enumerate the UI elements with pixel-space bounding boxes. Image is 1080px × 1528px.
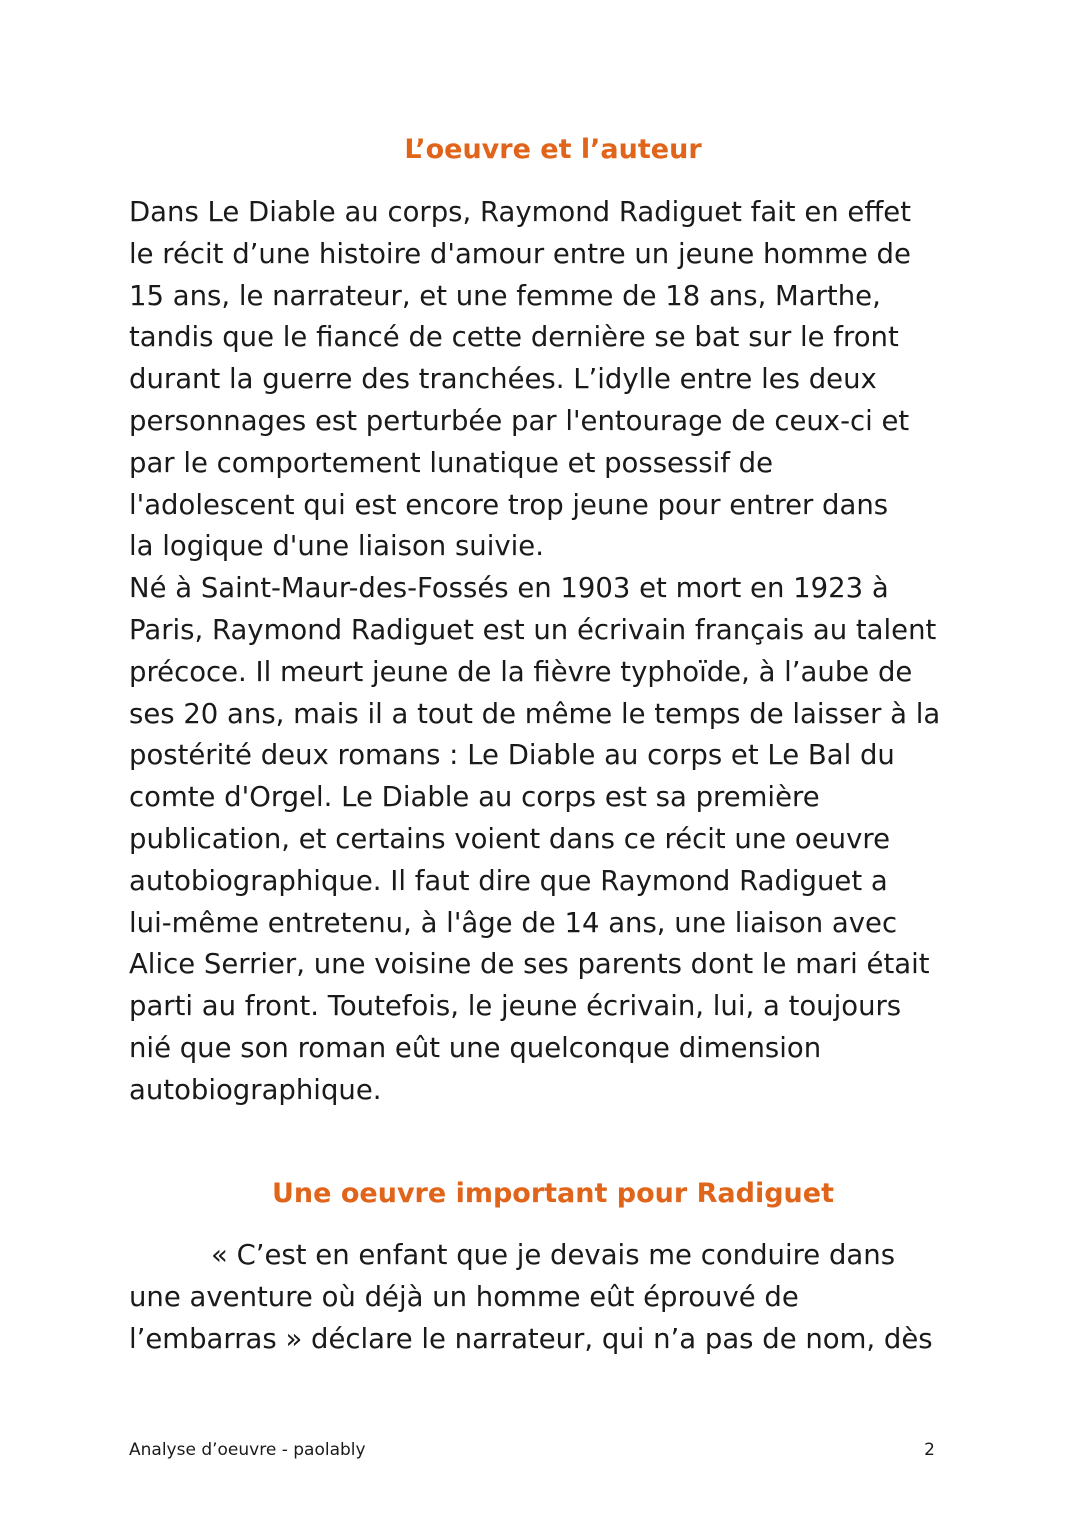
section-heading-oeuvre-importante: Une oeuvre important pour Radiguet — [272, 1178, 834, 1209]
body-line: publication, et certains voient dans ce récit une oeuvre — [129, 822, 891, 855]
section-body-oeuvre-auteur — [129, 192, 959, 1112]
body-line: lui-même entretenu, à l'âge de 14 ans, une liaison avec — [129, 906, 898, 939]
body-line: durant la guerre des tranchées. L’idylle entre les deux — [129, 363, 877, 396]
body-line: « C’est en enfant que je devais me conduire dans — [211, 1239, 896, 1271]
body-line: Paris, Raymond Radiguet est un écrivain français au talent — [129, 613, 937, 646]
section-body-oeuvre-importante — [129, 1235, 959, 1360]
body-line: comte d'Orgel. Le Diable au corps est sa première — [129, 781, 820, 814]
body-line: Dans Le Diable au corps, Raymond Radiguet fait en effet — [129, 196, 911, 228]
body-line: l'adolescent qui est encore trop jeune pour entrer dans — [129, 488, 889, 521]
body-line: postérité deux romans : Le Diable au corps et Le Bal du — [129, 739, 895, 772]
body-line: 15 ans, le narrateur, et une femme de 18 ans, Marthe, — [129, 279, 881, 312]
body-line: Né à Saint-Maur-des-Fossés en 1903 et mort en 1923 à — [129, 572, 889, 605]
body-line: personnages est perturbée par l'entourage de ceux-ci et — [129, 404, 910, 437]
body-line: Alice Serrier, une voisine de ses parents dont le mari était — [129, 948, 930, 981]
body-line: l’embarras » déclare le narrateur, qui n’a pas de nom, dès — [129, 1322, 933, 1355]
body-line: parti au front. Toutefois, le jeune écrivain, lui, a toujours — [129, 990, 902, 1023]
body-line: la logique d'une liaison suivie. — [129, 530, 544, 563]
footer-title: Analyse d’oeuvre - paolably — [129, 1440, 366, 1460]
section-heading-oeuvre-auteur: L’oeuvre et l’auteur — [404, 134, 702, 165]
body-line: nié que son roman eût une quelconque dimension — [129, 1031, 822, 1064]
body-line: par le comportement lunatique et possessif de — [129, 446, 774, 479]
body-line: ses 20 ans, mais il a tout de même le temps de laisser à la — [129, 697, 941, 730]
body-line: autobiographique. — [129, 1073, 382, 1106]
body-line: le récit d’une histoire d'amour entre un jeune homme de — [129, 237, 911, 270]
page-number: 2 — [924, 1440, 935, 1460]
body-line: autobiographique. Il faut dire que Raymond Radiguet a — [129, 864, 888, 897]
body-line: précoce. Il meurt jeune de la fièvre typhoïde, à l’aube de — [129, 655, 913, 688]
body-line: une aventure où déjà un homme eût éprouvé de — [129, 1280, 799, 1313]
body-line: tandis que le fiancé de cette dernière se bat sur le front — [129, 321, 899, 354]
